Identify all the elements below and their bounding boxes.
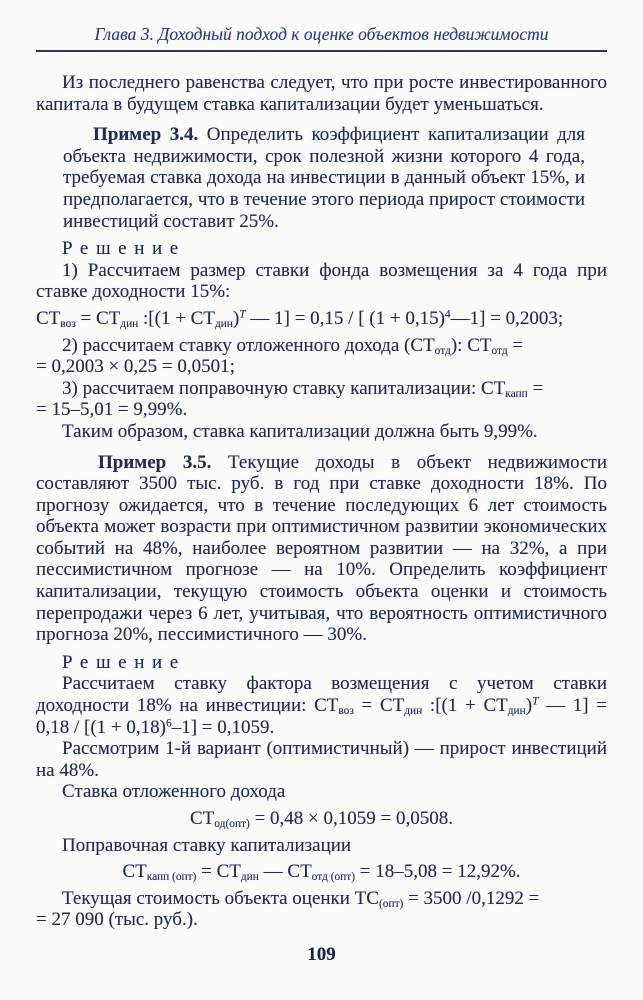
solution-3-5-variant-1-paragraph: Рассмотрим 1-й вариант (оптимистичный) — прирост инвестиций на 48%. [36,738,607,781]
example-3-5-label: Пример 3.5. [98,451,212,473]
solution-heading-3-5: Решение [62,651,186,673]
deferred-income-rate-label: Ставка отложенного дохода [62,781,286,803]
example-3-4-paragraph [63,124,607,232]
solution-3-4-step-2: 2) рассчитаем ставку отложенного дохода $(СТ_{отд})$: $СТ_{отд}$ = = 0,2003 × 0,25 = 0,0501; [36,334,524,378]
formula-deferred-income-rate: $СТ_{од(опт)} = 0,48 \times 0,1059 = 0,0508$. [190,808,453,830]
page-number: 109 [307,943,336,965]
solution-3-4-step-1: 1) Рассчитаем размер ставки фонда возмещения за 4 года при ставке доходности 15%: [36,259,607,303]
intro-paragraph: Из последнего равенства следует, что при росте инвестированного капитала в будущем ставка капитализации будет уменьшаться. [36,72,607,115]
header-rule [36,50,607,52]
solution-3-5-recovery-paragraph: Рассчитаем ставку фактора возмещения с учетом ставки доходности 18% на инвестиции: $СТ_{воз} = СТ_{дин}$ :[(1 + $СТ_{дин})^T$ — $1] = 0,18 / [(1 + 0,18)^6-1] = 0,1059$. [36,673,607,738]
solution-3-4-step-3: 3) рассчитаем поправочную ставку капитализации: $СТ_{капп}$ = = 15–5,01 = 9,99%. [36,377,544,421]
example-3-5-text: Текущие доходы в объект недвижимости составляют 3500 тыс. руб. в год при ставке доходности 18%. По прогнозу ожидается, что в течение последующих 6 лет стоимость объекта может возрасти при оптимистичном развитии экономических событий на 48%, наиболее вероятном развитии — на 32%, а при пессимистичном прогнозе — на 10%. Определить коэффициент капитализации, текущую стоимость объекта оценки и стоимость перепродажи через 6 лет, учитывая, что вероятность оптимистичного прогноза 20%, пессимистичного — 30%. [36,451,607,646]
example-3-4-text: Определить коэффициент капитализации для объекта недвижимости, срок полезной жизни которого 4 года, требуемая ставка дохода на инвестиции в данный объект 15%, и предполагается, что в течение этого периода прирост стоимости инвестиций составит 25%. [63,124,585,232]
running-header: Глава 3. Доходный подход к оценке объектов недвижимости [94,24,549,44]
current-value-paragraph: Текущая стоимость объекта оценки $ТС_{(опт)} = 3500$ /0,1292 = = 27 090 (тыс. руб.). [36,887,540,931]
formula-recovery-rate-3-4: $СТ_{воз} = СТ_{дин}$ :[(1 + $СТ_{дин})^T$ — 1] = 0,15 / [ $(1 + 0,15)^4—1] = 0,2003$; [36,307,564,330]
example-3-5-paragraph [36,452,607,646]
adjusted-cap-rate-label: Поправочная ставку капитализации [62,834,352,856]
example-3-4-label: Пример 3.4. [93,124,199,146]
solution-3-4-conclusion: Таким образом, ставка капитализации должна быть 9,99%. [62,420,538,442]
solution-heading-3-4: Решение [62,238,186,260]
formula-adjusted-cap-rate: $СТ_{капп (опт)} = СТ_{дин}$ — $СТ_{отд (опт)} = 18-5,08 = 12,92\%$. [122,861,521,884]
